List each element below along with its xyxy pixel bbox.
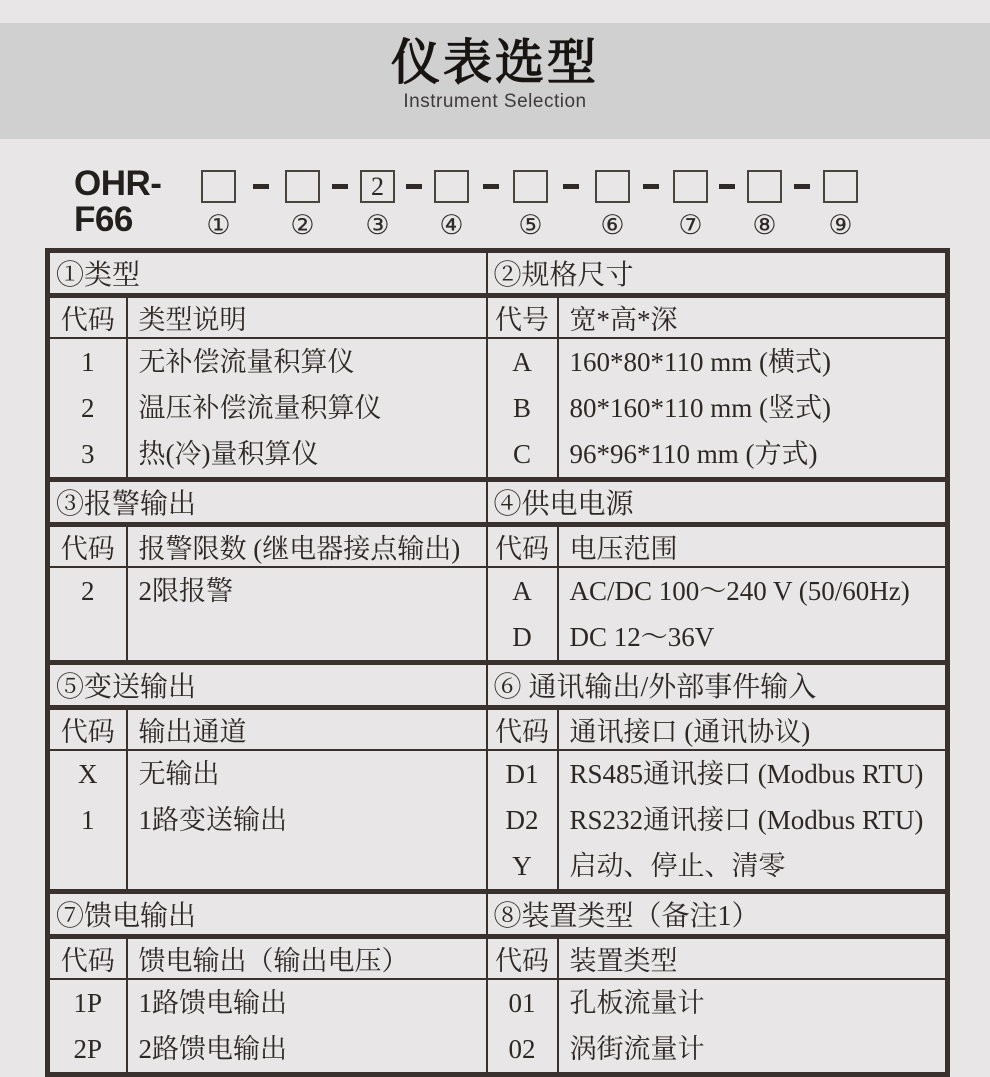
dash-separator [643, 184, 659, 189]
model-code-box-2 [285, 170, 320, 203]
desc-header: 电压范围 [558, 525, 948, 568]
desc-value: AC/DC 100～240 V (50/60Hz) [569, 576, 910, 606]
model-code-box-6 [595, 170, 630, 203]
dash-separator [253, 184, 269, 189]
section-title-5: ⑤变送输出 [48, 663, 487, 708]
code-value: 3 [81, 439, 95, 469]
position-label-9: ⑨ [828, 210, 853, 240]
position-label-2: ② [290, 210, 315, 240]
code-value: D [512, 622, 532, 652]
code-value: C [513, 439, 532, 469]
section-title-7: ⑦馈电输出 [48, 892, 487, 937]
desc-value: 启动、停止、清零 [569, 851, 786, 881]
desc-header: 输出通道 [127, 708, 487, 751]
model-code-box-5 [513, 170, 548, 203]
desc-value: 涡街流量计 [569, 1034, 705, 1064]
code-header: 代码 [487, 937, 558, 980]
code-header: 代码 [487, 708, 558, 751]
desc-header: 通讯接口 (通讯协议) [558, 708, 948, 751]
model-code-box-8 [747, 170, 782, 203]
code-value: 1 [81, 347, 95, 377]
dash-separator [719, 184, 735, 189]
code-value: X [78, 759, 98, 789]
desc-header: 报警限数 (继电器接点输出) [127, 525, 487, 568]
desc-value: 无输出 [138, 759, 220, 789]
desc-header: 装置类型 [558, 937, 948, 980]
desc-value: 无补偿流量积算仪 [138, 347, 355, 377]
selection-table [45, 248, 945, 1077]
desc-value: RS485通讯接口 (Modbus RTU) [569, 759, 924, 789]
desc-header: 宽*高*深 [558, 296, 948, 339]
desc-value: 96*96*110 mm (方式) [569, 439, 818, 469]
position-label-4: ④ [439, 210, 464, 240]
section-title-6: ⑥ 通讯输出/外部事件输入 [487, 663, 948, 708]
code-value: A [512, 347, 532, 377]
page-title: 仪表选型 [390, 36, 599, 90]
desc-value: 1路馈电输出 [138, 988, 287, 1018]
code-value: D2 [505, 805, 539, 835]
section-title-4: ④供电电源 [487, 480, 948, 525]
desc-header: 类型说明 [127, 296, 487, 339]
desc-value: DC 12～36V [569, 622, 715, 652]
code-value: 01 [508, 988, 536, 1018]
section-title-1: ①类型 [48, 251, 487, 296]
code-value: A [512, 576, 532, 606]
code-value: Y [512, 851, 532, 881]
code-header: 代码 [48, 296, 127, 339]
section-title-3: ③报警输出 [48, 480, 487, 525]
dash-separator [794, 184, 810, 189]
desc-value: 2路馈电输出 [138, 1034, 287, 1064]
position-label-8: ⑧ [752, 210, 777, 240]
code-value: 1P [73, 988, 103, 1018]
desc-value: RS232通讯接口 (Modbus RTU) [569, 805, 924, 835]
desc-value: 80*160*110 mm (竖式) [569, 393, 831, 423]
code-value: 2P [73, 1034, 103, 1064]
code-header: 代码 [48, 708, 127, 751]
dash-separator [406, 184, 422, 189]
model-code-box-1 [201, 170, 236, 203]
desc-value: 2限报警 [138, 576, 233, 606]
dash-separator [332, 184, 348, 189]
code-header: 代码 [487, 525, 558, 568]
model-prefix: OHR-F66 [74, 164, 162, 239]
code-header: 代码 [48, 937, 127, 980]
desc-value: 温压补偿流量积算仪 [138, 393, 382, 423]
code-header: 代号 [487, 296, 558, 339]
dash-separator [483, 184, 499, 189]
title-banner [0, 23, 990, 139]
code-value: 2 [81, 576, 95, 606]
desc-value: 1路变送输出 [138, 805, 287, 835]
dash-separator [563, 184, 579, 189]
desc-header: 馈电输出（输出电压） [127, 937, 487, 980]
desc-value: 热(冷)量积算仪 [138, 439, 319, 469]
desc-value: 160*80*110 mm (横式) [569, 347, 831, 377]
desc-value: 孔板流量计 [569, 988, 705, 1018]
code-value: 2 [81, 393, 95, 423]
position-label-3: ③ [365, 210, 390, 240]
model-code-box-3: 2 [360, 170, 395, 203]
model-code-box-4 [434, 170, 469, 203]
section-title-8: ⑧装置类型（备注1） [487, 892, 948, 937]
position-label-5: ⑤ [518, 210, 543, 240]
code-header: 代码 [48, 525, 127, 568]
code-value: B [513, 393, 532, 423]
section-title-2: ②规格尺寸 [487, 251, 948, 296]
model-code-box-7 [673, 170, 708, 203]
position-label-6: ⑥ [600, 210, 625, 240]
position-label-1: ① [206, 210, 231, 240]
code-value: 1 [81, 805, 95, 835]
model-code-box-9 [823, 170, 858, 203]
position-label-7: ⑦ [678, 210, 703, 240]
code-value: D1 [505, 759, 539, 789]
code-value: 02 [508, 1034, 536, 1064]
page-subtitle: Instrument Selection [403, 90, 587, 112]
